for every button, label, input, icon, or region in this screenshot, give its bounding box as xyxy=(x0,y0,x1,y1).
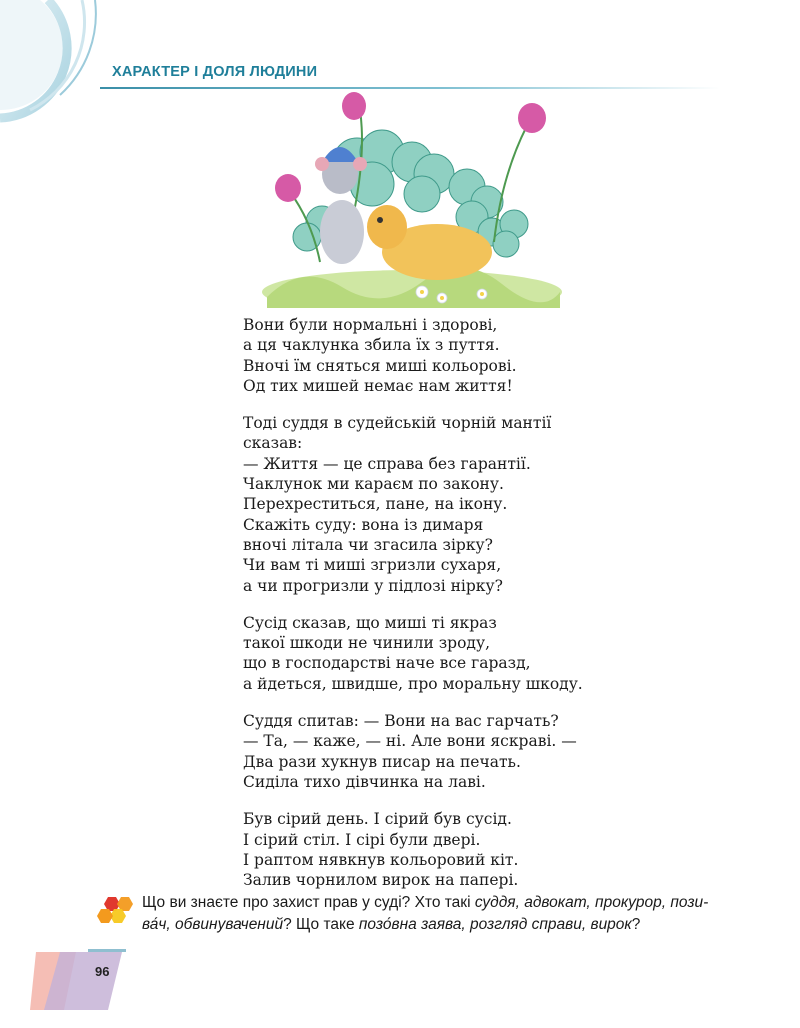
section-title: ХАРАКТЕР І ДОЛЯ ЛЮДИНИ xyxy=(112,64,318,80)
poem-line: Од тих мишей немає нам життя! xyxy=(243,376,513,395)
poem-line: І сірий стіл. І сірі були двері. xyxy=(243,830,481,849)
poem-line: що в господарстві наче все гаразд, xyxy=(243,654,531,673)
question-text: ? Що таке xyxy=(283,916,359,933)
poem-stanza-2 xyxy=(243,413,663,596)
poem-line: Вночі їм сняться миші кольорові. xyxy=(243,356,517,375)
header-arc-decoration xyxy=(0,0,130,130)
poem-stanza-3 xyxy=(243,613,663,694)
three-hexagons-icon xyxy=(94,893,140,929)
poem-line: Залив чорнилом вирок на папері. xyxy=(243,871,519,890)
poem-line: сказав: xyxy=(243,434,303,453)
question-terms: ва́ч, обвинувачений xyxy=(142,916,284,933)
poem-line: — Та, — каже, — ні. Але вони яскраві. — xyxy=(243,732,577,751)
poem-line: Два рази хукнув писар на печать. xyxy=(243,752,521,771)
poem-line: Скажіть суду: вона із димаря xyxy=(243,515,484,534)
page-number: 96 xyxy=(95,964,110,979)
poem-line: Тоді суддя в судейській чорній мантії xyxy=(243,414,552,433)
poem-line: І раптом нявкнув кольоровий кіт. xyxy=(243,850,519,869)
poem-stanza-5 xyxy=(243,809,663,890)
poem-line: Сиділа тихо дівчинка на лаві. xyxy=(243,772,486,791)
poem-line: Вони були нормальні і здорові, xyxy=(243,316,498,334)
poem-line: такої шкоди не чинили зроду, xyxy=(243,634,491,653)
poem-line: а йдеться, швидше, про моральну шкоду. xyxy=(243,674,583,693)
poem-line: а чи прогризли у підлозі нірку? xyxy=(243,576,503,595)
poem-line: — Життя — це справа без гарантії. xyxy=(243,454,531,473)
discussion-question xyxy=(142,892,742,936)
poem-line: Чаклунок ми караєм по закону. xyxy=(243,475,504,494)
page-corner-decoration xyxy=(30,940,140,1010)
question-text: Що ви знаєте про захист прав у суді? Хто такі xyxy=(142,894,475,911)
poem-line: Сусід сказав, що миші ті якраз xyxy=(243,613,497,632)
mice-in-clover-illustration xyxy=(262,92,562,308)
poem-line: Перехреститься, пане, на ікону. xyxy=(243,495,508,514)
question-text: ? xyxy=(631,916,641,933)
poem-line: а ця чаклунка збила їх з пуття. xyxy=(243,336,500,355)
poem-stanza-4 xyxy=(243,711,663,792)
poem-line: Чи вам ті миші згризли сухаря, xyxy=(243,556,502,575)
question-terms: позо́вна заява, розгляд справи, вирок xyxy=(358,916,632,933)
poem-line: Був сірий день. І сірий був сусід. xyxy=(243,810,512,829)
question-terms: суддя, адвокат, прокурор, пози- xyxy=(474,894,709,911)
poem-stanza-1 xyxy=(243,315,663,396)
poem xyxy=(243,315,663,907)
header-divider xyxy=(100,87,720,89)
poem-line: вночі літала чи згасила зірку? xyxy=(243,535,493,554)
poem-line: Суддя спитав: — Вони на вас гарчать? xyxy=(243,712,559,731)
